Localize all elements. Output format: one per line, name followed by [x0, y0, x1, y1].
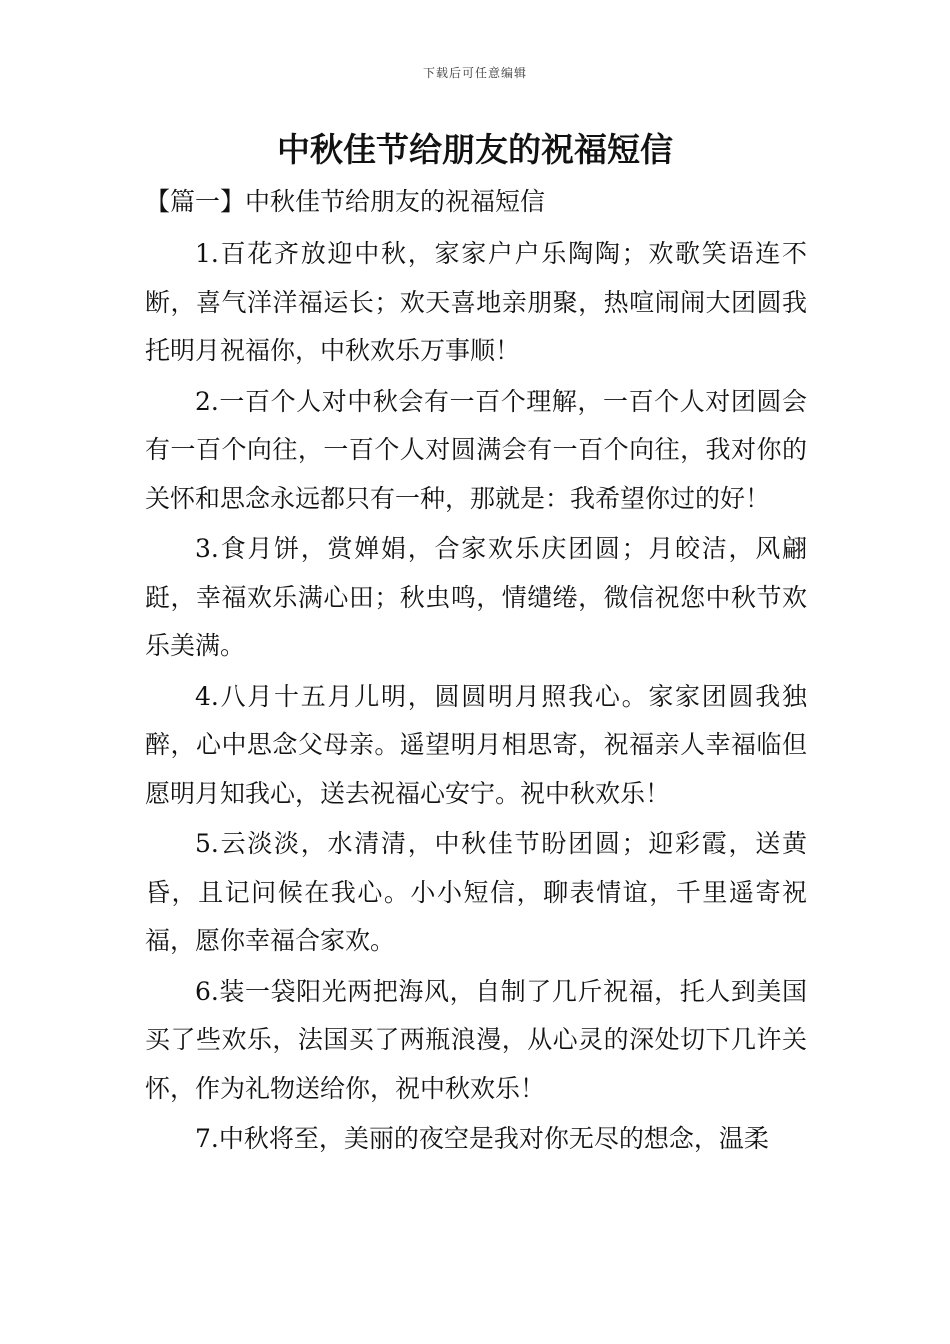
- paragraph-6: 6.装一袋阳光两把海风，自制了几斤祝福，托人到美国买了些欢乐，法国买了两瓶浪漫，从心灵的深处切下几许关怀，作为礼物送给你，祝中秋欢乐！: [145, 976, 807, 1103]
- paragraph-1: 1.百花齐放迎中秋，家家户户乐陶陶；欢歌笑语连不断，喜气洋洋福运长；欢天喜地亲朋聚，热喧闹闹大团圆我托明月祝福你，中秋欢乐万事顺！: [145, 239, 807, 365]
- paragraph-4: 4.八月十五月儿明，圆圆明月照我心。家家团圆我独醉，心中思念父母亲。遥望明月相思寄，祝福亲人幸福临但愿明月知我心，送去祝福心安宁。祝中秋欢乐！: [145, 681, 807, 808]
- page-header-note: 下载后可任意编辑: [422, 66, 527, 80]
- section-heading: 【篇一】中秋佳节给朋友的祝福短信: [145, 187, 546, 216]
- paragraph-5: 5.云淡淡，水清清，中秋佳节盼团圆；迎彩霞，送黄昏，且记问候在我心。小小短信，聊表情谊，千里遥寄祝福，愿你幸福合家欢。: [145, 829, 807, 955]
- paragraph-3: 3.食月饼，赏婵娟，合家欢乐庆团圆；月皎洁，风翩跹，幸福欢乐满心田；秋虫鸣，情缱绻，微信祝您中秋节欢乐美满。: [145, 534, 807, 660]
- document-body: [145, 178, 807, 1166]
- paragraph-2: 2.一百个人对中秋会有一百个理解，一百个人对团圆会有一百个向往，一百个人对圆满会有一百个向往，我对你的关怀和思念永远都只有一种，那就是：我希望你过的好！: [145, 386, 807, 513]
- paragraph-7: 7.中秋将至，美丽的夜空是我对你无尽的想念，温柔: [195, 1124, 769, 1153]
- document-title: 中秋佳节给朋友的祝福短信: [277, 130, 673, 169]
